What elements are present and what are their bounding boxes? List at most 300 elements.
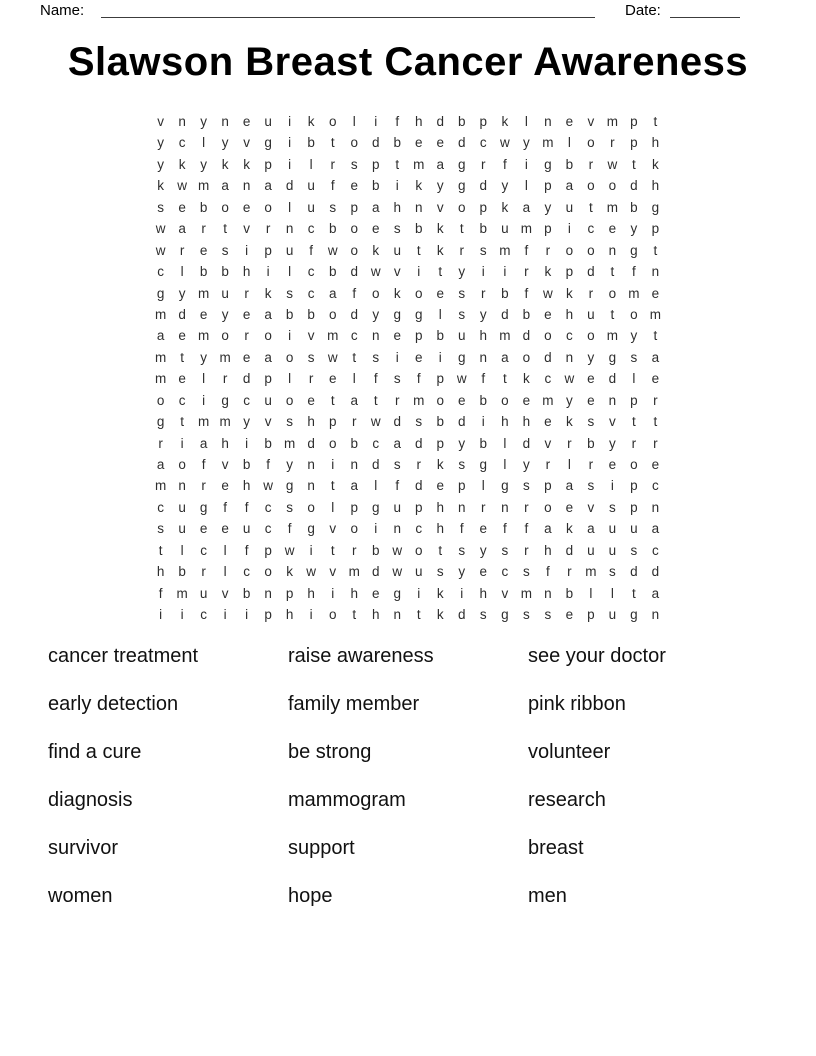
grid-letter: f: [459, 521, 464, 537]
grid-letter: t: [373, 392, 378, 408]
grid-letter: d: [307, 435, 315, 451]
grid-letter: r: [545, 457, 551, 472]
grid-letter: u: [264, 392, 272, 408]
grid-letter: k: [436, 457, 444, 472]
grid-letter: v: [609, 414, 616, 430]
grid-letter: c: [200, 542, 207, 558]
word-list-item: family member: [288, 693, 420, 715]
grid-letter: m: [520, 221, 532, 237]
grid-letter: s: [609, 564, 616, 580]
grid-letter: h: [436, 521, 445, 537]
word-list-item: men: [528, 885, 567, 907]
word-list-item: diagnosis: [48, 789, 133, 811]
grid-letter: r: [201, 221, 206, 237]
grid-letter: r: [481, 499, 486, 515]
grid-letter: d: [393, 414, 401, 430]
grid-letter: e: [651, 457, 660, 472]
grid-letter: m: [520, 585, 532, 601]
grid-letter: b: [199, 199, 208, 215]
grid-row: [150, 604, 666, 625]
grid-letter: e: [608, 221, 617, 237]
grid-letter: s: [221, 242, 229, 258]
grid-letter: e: [436, 285, 445, 301]
grid-letter: w: [456, 371, 467, 387]
grid-letter: a: [264, 306, 272, 322]
grid-row: [150, 497, 666, 518]
grid-letter: v: [544, 435, 552, 451]
grid-letter: i: [223, 607, 227, 623]
grid-letter: y: [522, 457, 530, 472]
grid-letter: a: [651, 521, 660, 537]
grid-row: [150, 411, 666, 432]
grid-letter: m: [413, 156, 425, 172]
date-blank-line: [670, 0, 740, 18]
grid-letter: f: [502, 156, 507, 172]
grid-letter: s: [544, 607, 552, 623]
grid-letter: k: [372, 242, 380, 258]
grid-letter: m: [499, 328, 511, 344]
grid-letter: s: [609, 499, 616, 515]
grid-letter: a: [522, 199, 531, 215]
grid-letter: e: [479, 521, 488, 537]
grid-letter: k: [565, 414, 573, 430]
grid-letter: p: [630, 392, 638, 408]
grid-letter: f: [309, 242, 314, 258]
grid-letter: b: [307, 135, 315, 151]
grid-letter: p: [544, 221, 552, 237]
grid-letter: n: [350, 457, 358, 472]
grid-letter: g: [501, 607, 509, 623]
word-list-item: survivor: [48, 837, 119, 859]
grid-letter: v: [243, 135, 250, 151]
grid-letter: c: [307, 264, 315, 280]
grid-letter: r: [244, 285, 249, 301]
grid-letter: v: [501, 585, 509, 601]
grid-letter: h: [544, 542, 552, 558]
grid-letter: u: [178, 499, 186, 515]
grid-letter: t: [632, 414, 636, 430]
grid-letter: b: [436, 414, 445, 430]
grid-letter: r: [351, 414, 357, 430]
grid-letter: b: [242, 457, 251, 472]
grid-letter: v: [587, 114, 595, 129]
grid-letter: y: [372, 306, 380, 322]
grid-letter: r: [653, 435, 658, 451]
grid-letter: m: [197, 414, 210, 430]
grid-letter: e: [565, 499, 574, 515]
grid-letter: r: [588, 285, 594, 301]
grid-letter: y: [200, 156, 207, 172]
grid-letter: s: [157, 521, 164, 537]
grid-letter: t: [459, 221, 464, 237]
grid-letter: g: [458, 178, 466, 194]
grid-letter: a: [178, 221, 186, 237]
grid-letter: r: [567, 564, 572, 580]
grid-letter: l: [481, 478, 485, 494]
grid-letter: o: [587, 328, 595, 344]
grid-letter: g: [371, 499, 380, 515]
grid-letter: w: [392, 542, 403, 558]
grid-letter: l: [524, 114, 528, 129]
grid-letter: r: [567, 435, 572, 451]
grid-letter: a: [651, 349, 660, 365]
word-list-item: early detection: [48, 693, 179, 715]
grid-letter: u: [587, 306, 595, 322]
grid-letter: w: [370, 414, 381, 430]
grid-letter: l: [374, 478, 378, 494]
grid-letter: n: [178, 478, 186, 494]
grid-letter: v: [329, 564, 337, 580]
grid-letter: l: [288, 371, 292, 387]
grid-letter: h: [350, 585, 358, 601]
page-title: Slawson Breast Cancer Awareness: [67, 40, 749, 84]
word-search-grid: [150, 111, 666, 626]
grid-letter: d: [630, 564, 638, 580]
grid-letter: s: [458, 285, 466, 301]
grid-letter: g: [630, 242, 638, 258]
grid-letter: k: [436, 221, 444, 237]
grid-letter: n: [608, 392, 617, 408]
grid-letter: d: [415, 478, 423, 494]
grid-letter: w: [306, 564, 317, 580]
grid-letter: t: [330, 542, 335, 558]
grid-letter: n: [178, 114, 186, 129]
grid-letter: m: [154, 306, 167, 322]
grid-letter: c: [178, 135, 186, 151]
grid-letter: n: [371, 328, 380, 344]
grid-letter: m: [219, 414, 231, 430]
grid-letter: m: [606, 199, 619, 215]
grid-letter: i: [503, 264, 507, 280]
grid-letter: s: [630, 349, 638, 365]
grid-letter: b: [479, 221, 488, 237]
grid-letter: c: [157, 499, 164, 515]
grid-letter: w: [155, 242, 166, 258]
grid-letter: p: [436, 435, 445, 451]
grid-letter: d: [458, 135, 466, 151]
grid-letter: s: [436, 564, 444, 580]
grid-letter: n: [608, 242, 617, 258]
grid-letter: d: [371, 135, 380, 151]
grid-letter: l: [288, 199, 292, 215]
grid-letter: y: [178, 285, 186, 301]
grid-letter: e: [178, 199, 186, 215]
grid-letter: l: [180, 542, 184, 558]
grid-letter: b: [199, 264, 208, 280]
grid-letter: e: [242, 349, 251, 365]
grid-letter: s: [157, 199, 164, 215]
word-list-item: find a cure: [48, 741, 142, 763]
grid-letter: f: [416, 371, 421, 387]
grid-letter: e: [415, 349, 423, 365]
grid-letter: l: [567, 135, 571, 151]
grid-letter: y: [458, 564, 466, 580]
grid-letter: h: [415, 114, 423, 129]
grid-letter: s: [286, 285, 294, 301]
grid-letter: y: [221, 135, 229, 151]
grid-row: [150, 518, 666, 539]
grid-letter: a: [393, 435, 401, 451]
grid-letter: f: [373, 371, 378, 387]
grid-letter: o: [501, 392, 509, 408]
word-list-item: volunteer: [528, 741, 611, 763]
grid-letter: d: [415, 435, 423, 451]
grid-letter: e: [544, 414, 552, 430]
grid-letter: r: [330, 156, 335, 172]
grid-letter: w: [284, 542, 295, 558]
grid-letter: f: [395, 478, 400, 494]
grid-letter: o: [264, 199, 272, 215]
grid-letter: m: [649, 306, 662, 322]
grid-letter: o: [328, 607, 337, 623]
grid-letter: p: [544, 478, 552, 494]
grid-letter: a: [565, 478, 574, 494]
grid-letter: h: [479, 328, 488, 344]
grid-letter: k: [178, 156, 186, 172]
grid-letter: b: [565, 156, 574, 172]
grid-letter: n: [651, 607, 660, 623]
grid-letter: o: [350, 521, 358, 537]
grid-letter: c: [178, 392, 186, 408]
grid-letter: k: [436, 585, 444, 601]
grid-letter: d: [371, 457, 380, 472]
grid-letter: r: [588, 457, 594, 472]
grid-letter: e: [178, 371, 186, 387]
grid-letter: d: [587, 264, 595, 280]
grid-letter: k: [221, 156, 229, 172]
grid-letter: y: [458, 435, 466, 451]
grid-letter: k: [243, 156, 250, 172]
grid-letter: v: [393, 264, 401, 280]
grid-letter: m: [606, 328, 619, 344]
grid-row: [150, 390, 666, 411]
grid-letter: b: [328, 264, 337, 280]
grid-letter: i: [202, 392, 206, 408]
grid-letter: f: [545, 564, 550, 580]
grid-letter: v: [264, 414, 272, 430]
grid-row: [150, 347, 666, 368]
grid-letter: m: [284, 435, 296, 451]
grid-letter: c: [565, 328, 573, 344]
grid-row: [150, 261, 666, 282]
word-list-item: research: [528, 789, 606, 811]
grid-letter: u: [608, 542, 617, 558]
grid-letter: b: [393, 135, 401, 151]
grid-letter: o: [156, 392, 165, 408]
grid-row: [150, 475, 666, 496]
grid-letter: p: [587, 607, 595, 623]
grid-letter: o: [221, 199, 229, 215]
grid-letter: k: [307, 114, 315, 129]
grid-letter: k: [501, 199, 509, 215]
grid-letter: l: [180, 264, 184, 280]
grid-letter: s: [587, 478, 595, 494]
grid-letter: w: [607, 156, 618, 172]
grid-letter: l: [331, 499, 335, 515]
grid-letter: y: [458, 264, 466, 280]
grid-letter: p: [651, 221, 660, 237]
grid-letter: b: [415, 221, 423, 237]
grid-letter: h: [522, 414, 531, 430]
grid-letter: e: [328, 371, 337, 387]
grid-letter: g: [285, 478, 294, 494]
grid-letter: l: [589, 585, 593, 601]
grid-letter: s: [501, 542, 509, 558]
grid-letter: s: [329, 199, 337, 215]
grid-letter: h: [651, 178, 660, 194]
grid-row: [150, 154, 666, 175]
grid-letter: i: [395, 349, 399, 365]
grid-letter: t: [416, 607, 421, 623]
grid-letter: u: [587, 542, 595, 558]
grid-letter: y: [157, 135, 164, 151]
grid-letter: w: [327, 349, 338, 365]
grid-letter: l: [352, 371, 356, 387]
grid-letter: a: [350, 392, 358, 408]
grid-letter: y: [286, 457, 294, 472]
grid-letter: o: [587, 135, 595, 151]
grid-letter: b: [328, 221, 337, 237]
grid-letter: r: [524, 499, 529, 515]
grid-letter: a: [328, 285, 337, 301]
grid-letter: e: [651, 371, 660, 387]
grid-letter: i: [567, 221, 571, 237]
grid-row: [150, 218, 666, 239]
grid-letter: t: [416, 242, 421, 258]
grid-letter: t: [632, 156, 636, 172]
grid-letter: d: [544, 349, 552, 365]
grid-letter: t: [438, 264, 443, 280]
grid-letter: s: [522, 478, 530, 494]
grid-letter: m: [327, 328, 339, 344]
grid-letter: h: [436, 499, 445, 515]
grid-letter: k: [501, 114, 509, 129]
grid-letter: c: [264, 499, 272, 515]
grid-letter: t: [653, 114, 658, 129]
grid-letter: s: [458, 457, 466, 472]
grid-letter: r: [631, 435, 637, 451]
grid-letter: s: [587, 414, 595, 430]
grid-letter: h: [651, 135, 660, 151]
grid-letter: t: [223, 221, 227, 237]
grid-letter: v: [329, 521, 337, 537]
grid-letter: c: [415, 521, 423, 537]
grid-letter: f: [201, 457, 206, 472]
grid-letter: a: [350, 478, 358, 494]
grid-letter: a: [156, 328, 165, 344]
grid-letter: s: [286, 499, 294, 515]
grid-letter: k: [264, 285, 272, 301]
grid-letter: d: [565, 542, 574, 558]
grid-letter: c: [501, 564, 509, 580]
grid-letter: i: [309, 542, 313, 558]
grid-letter: u: [285, 242, 294, 258]
grid-row: [150, 175, 666, 196]
grid-letter: m: [219, 349, 231, 365]
word-list-item: raise awareness: [288, 645, 434, 667]
date-label: Date:: [625, 2, 661, 19]
grid-letter: u: [199, 585, 208, 601]
grid-letter: s: [522, 607, 530, 623]
grid-letter: e: [436, 135, 445, 151]
grid-letter: f: [266, 457, 271, 472]
grid-letter: y: [565, 392, 573, 408]
grid-letter: l: [223, 564, 227, 580]
grid-letter: y: [243, 414, 250, 430]
grid-letter: o: [608, 285, 617, 301]
grid-letter: b: [285, 306, 294, 322]
grid-letter: n: [393, 607, 401, 623]
grid-letter: v: [307, 328, 315, 344]
word-list-item: pink ribbon: [528, 693, 626, 715]
grid-letter: o: [544, 499, 552, 515]
grid-letter: t: [180, 414, 184, 430]
grid-letter: k: [522, 371, 530, 387]
grid-letter: b: [436, 328, 445, 344]
grid-letter: y: [609, 435, 616, 451]
grid-letter: i: [524, 156, 528, 172]
grid-letter: o: [415, 542, 423, 558]
grid-letter: p: [479, 114, 488, 129]
grid-letter: m: [154, 478, 167, 494]
grid-letter: r: [481, 285, 486, 301]
grid-letter: t: [330, 135, 335, 151]
grid-letter: r: [610, 135, 615, 151]
grid-letter: a: [587, 521, 595, 537]
grid-letter: b: [479, 435, 488, 451]
grid-letter: s: [630, 542, 638, 558]
grid-letter: y: [522, 135, 530, 151]
grid-letter: p: [415, 328, 423, 344]
grid-letter: m: [413, 392, 425, 408]
grid-letter: e: [371, 221, 380, 237]
grid-letter: m: [176, 585, 188, 601]
grid-letter: g: [221, 392, 229, 408]
grid-letter: p: [264, 607, 272, 623]
grid-letter: i: [395, 178, 399, 194]
grid-letter: o: [264, 328, 272, 344]
grid-letter: c: [200, 607, 207, 623]
grid-letter: o: [307, 499, 315, 515]
word-list: [48, 641, 768, 929]
grid-letter: i: [481, 414, 485, 430]
grid-letter: o: [458, 199, 466, 215]
grid-letter: w: [542, 285, 553, 301]
grid-letter: y: [630, 328, 638, 344]
grid-letter: m: [585, 564, 597, 580]
grid-letter: f: [502, 521, 507, 537]
grid-letter: r: [481, 156, 486, 172]
grid-letter: w: [155, 221, 166, 237]
grid-letter: f: [524, 242, 529, 258]
grid-letter: u: [608, 521, 617, 537]
grid-letter: h: [393, 199, 401, 215]
grid-letter: s: [522, 564, 530, 580]
grid-letter: y: [544, 199, 552, 215]
grid-letter: k: [286, 564, 294, 580]
grid-letter: o: [630, 457, 638, 472]
grid-letter: o: [178, 457, 186, 472]
grid-letter: p: [436, 371, 445, 387]
grid-letter: p: [479, 199, 488, 215]
grid-letter: t: [610, 264, 615, 280]
grid-letter: b: [242, 585, 251, 601]
grid-letter: c: [307, 221, 315, 237]
grid-letter: f: [524, 285, 529, 301]
grid-letter: d: [501, 306, 509, 322]
grid-letter: n: [221, 114, 229, 129]
grid-letter: b: [307, 306, 315, 322]
